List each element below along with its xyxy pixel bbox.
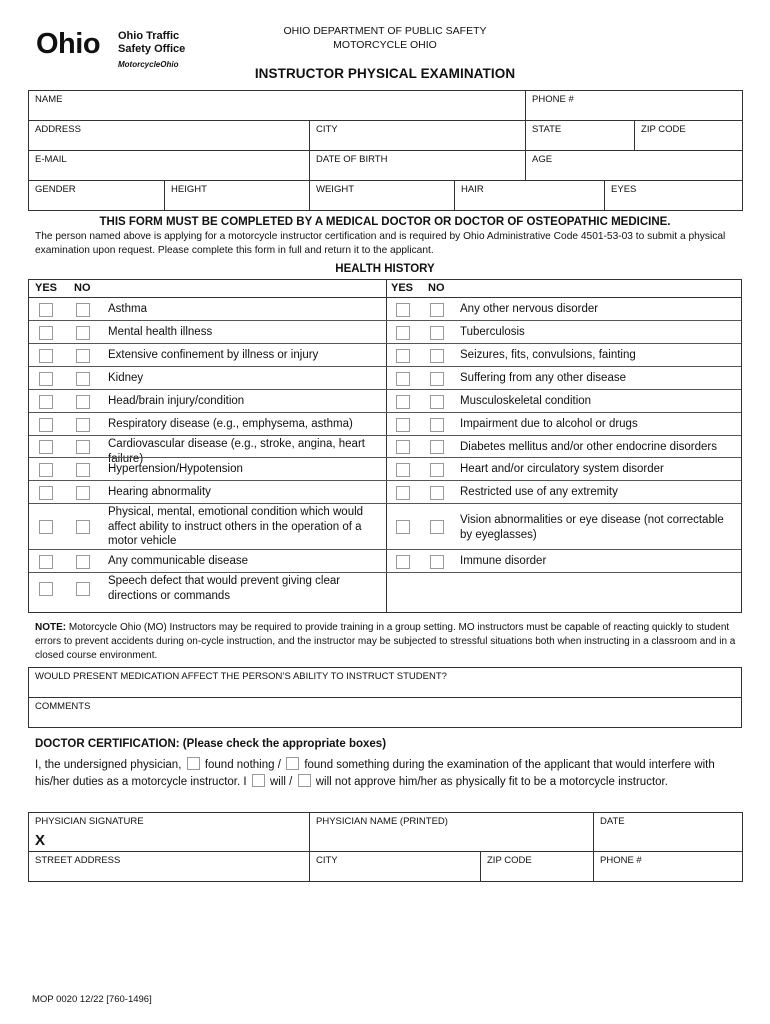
- signature-x-mark: X: [35, 832, 46, 849]
- zip-field[interactable]: ZIP CODE: [635, 121, 743, 151]
- health-row: [29, 436, 741, 465]
- yes-checkbox[interactable]: [396, 326, 410, 340]
- condition-label: Vision abnormalities or eye disease (not correctable by eyeglasses): [460, 514, 724, 541]
- form-number: MOP 0020 12/22 [760-1496]: [32, 994, 152, 1005]
- condition-label: Diabetes mellitus and/or other endocrine disorders: [460, 441, 717, 453]
- yes-checkbox[interactable]: [396, 555, 410, 569]
- condition-label: Kidney: [108, 372, 144, 384]
- medication-table: [28, 667, 742, 728]
- condition-label: Immune disorder: [460, 555, 547, 567]
- health-row: [29, 344, 741, 367]
- physician-name-field[interactable]: PHYSICIAN NAME (PRINTED): [310, 813, 594, 852]
- no-checkbox[interactable]: [430, 520, 444, 534]
- comments-field[interactable]: COMMENTS: [29, 698, 742, 728]
- no-checkbox[interactable]: [76, 582, 90, 596]
- no-checkbox[interactable]: [76, 349, 90, 363]
- condition-label: Asthma: [108, 303, 147, 315]
- yes-checkbox[interactable]: [39, 520, 53, 534]
- yes-checkbox[interactable]: [39, 555, 53, 569]
- no-checkbox[interactable]: [430, 555, 444, 569]
- note-text: Motorcycle Ohio (MO) Instructors may be required to provide training in a group setting. MO instructors must be capable of reacting quickly to student errors to prevent accidents during on-cycle instruction, and the instructor may be subjected to stressful situations both when instructing in a classroom and in a closed course environment.: [35, 622, 736, 661]
- street-address-field[interactable]: STREET ADDRESS: [29, 852, 310, 882]
- physician-city-field[interactable]: CITY: [310, 852, 481, 882]
- cert-text-1: I, the undersigned physician,: [35, 759, 182, 771]
- doctor-certification-text: [35, 757, 735, 791]
- yes-checkbox[interactable]: [396, 520, 410, 534]
- yes-checkbox[interactable]: [396, 303, 410, 317]
- dept-line-1: OHIO DEPARTMENT OF PUBLIC SAFETY: [283, 25, 487, 37]
- yes-checkbox[interactable]: [39, 349, 53, 363]
- yes-checkbox[interactable]: [39, 418, 53, 432]
- will-not-approve-checkbox[interactable]: [298, 774, 311, 787]
- condition-label: Seizures, fits, convulsions, fainting: [460, 349, 636, 361]
- hair-field[interactable]: HAIR: [455, 181, 605, 211]
- yes-checkbox[interactable]: [396, 349, 410, 363]
- condition-label: Hearing abnormality: [108, 486, 211, 498]
- condition-label: Cardiovascular disease (e.g., stroke, angina, heart failure): [108, 438, 365, 465]
- no-checkbox[interactable]: [76, 326, 90, 340]
- yes-checkbox[interactable]: [39, 372, 53, 386]
- condition-label: Musculoskeletal condition: [460, 395, 592, 407]
- will-approve-checkbox[interactable]: [252, 774, 265, 787]
- applicant-info-table: [28, 90, 743, 211]
- cert-text-5: will not approve him/her as physically fit to be a motorcycle instructor.: [315, 776, 668, 788]
- physician-phone-field[interactable]: PHONE #: [594, 852, 743, 882]
- condition-label: Respiratory disease (e.g., emphysema, asthma): [108, 418, 353, 430]
- no-checkbox[interactable]: [430, 440, 444, 454]
- no-checkbox[interactable]: [430, 486, 444, 500]
- condition-label: Restricted use of any extremity: [460, 486, 618, 498]
- yes-checkbox[interactable]: [396, 418, 410, 432]
- medication-question-field[interactable]: WOULD PRESENT MEDICATION AFFECT THE PERSON’S ABILITY TO INSTRUCT STUDENT?: [29, 668, 742, 698]
- form-title: INSTRUCTOR PHYSICAL EXAMINATION: [254, 66, 516, 81]
- dept-line-2: MOTORCYCLE OHIO: [333, 39, 437, 51]
- no-checkbox[interactable]: [430, 349, 444, 363]
- logo-ohio-wordmark: Ohio: [36, 28, 101, 60]
- no-header-right: NO: [428, 282, 445, 294]
- condition-label: Speech defect that would prevent giving clear directions or commands: [108, 575, 341, 602]
- condition-label: Suffering from any other disease: [460, 372, 626, 384]
- doctor-certification-title: DOCTOR CERTIFICATION: (Please check the appropriate boxes): [35, 738, 387, 750]
- physician-zip-field[interactable]: ZIP CODE: [481, 852, 594, 882]
- health-row: [29, 413, 741, 436]
- height-field[interactable]: HEIGHT: [165, 181, 310, 211]
- yes-checkbox[interactable]: [39, 326, 53, 340]
- no-checkbox[interactable]: [430, 395, 444, 409]
- health-history-table: [28, 279, 742, 613]
- condition-label: Any communicable disease: [108, 555, 248, 567]
- medical-doctor-notice: THIS FORM MUST BE COMPLETED BY A MEDICAL DOCTOR OR DOCTOR OF OSTEOPATHIC MEDICINE.: [99, 216, 671, 228]
- health-row: [29, 573, 741, 604]
- condition-label: Impairment due to alcohol or drugs: [460, 418, 638, 430]
- yes-checkbox[interactable]: [39, 395, 53, 409]
- address-field[interactable]: ADDRESS: [29, 121, 310, 151]
- yes-checkbox[interactable]: [396, 486, 410, 500]
- physician-table: [28, 812, 743, 882]
- no-checkbox[interactable]: [76, 555, 90, 569]
- logo-motorcycle-ohio: MotorcycleOhio: [118, 60, 179, 69]
- health-row: [29, 504, 741, 550]
- health-row: [29, 298, 741, 321]
- no-checkbox[interactable]: [76, 440, 90, 454]
- date-field[interactable]: DATE: [594, 813, 743, 852]
- no-checkbox[interactable]: [430, 372, 444, 386]
- condition-label: Physical, mental, emotional condition which would affect ability to instruct others in the operation of a motor vehicle: [108, 506, 364, 547]
- cert-text-4: will /: [269, 776, 293, 788]
- yes-checkbox[interactable]: [396, 372, 410, 386]
- yes-checkbox[interactable]: [39, 303, 53, 317]
- health-row: [29, 367, 741, 390]
- yes-checkbox[interactable]: [396, 440, 410, 454]
- state-field[interactable]: STATE: [526, 121, 635, 151]
- condition-label: Head/brain injury/condition: [108, 395, 245, 407]
- health-history-title: HEALTH HISTORY: [335, 263, 435, 275]
- health-row: [29, 481, 741, 504]
- yes-checkbox[interactable]: [396, 395, 410, 409]
- no-checkbox[interactable]: [430, 463, 444, 477]
- note-label: NOTE:: [35, 622, 67, 633]
- cert-text-2: found nothing /: [204, 759, 281, 771]
- no-checkbox[interactable]: [76, 372, 90, 386]
- age-field[interactable]: AGE: [526, 151, 743, 181]
- no-header-left: NO: [74, 282, 91, 294]
- weight-field[interactable]: WEIGHT: [310, 181, 455, 211]
- found-something-checkbox[interactable]: [286, 757, 299, 770]
- found-nothing-checkbox[interactable]: [187, 757, 200, 770]
- no-checkbox[interactable]: [430, 303, 444, 317]
- condition-label: Any other nervous disorder: [460, 303, 599, 315]
- yes-header-right: YES: [391, 282, 414, 294]
- condition-label: Hypertension/Hypotension: [108, 463, 243, 475]
- health-row: [29, 458, 741, 481]
- cert-text-3: found something during the examination of the applicant that would interfere with his/her duties as a motorcycle instructor. I: [35, 759, 715, 788]
- gender-field[interactable]: GENDER: [29, 181, 165, 211]
- no-checkbox[interactable]: [430, 326, 444, 340]
- instructor-note: [35, 621, 741, 663]
- yes-checkbox[interactable]: [396, 463, 410, 477]
- department-header: [0, 24, 770, 52]
- email-field[interactable]: E-MAIL: [29, 151, 310, 181]
- yes-checkbox[interactable]: [39, 486, 53, 500]
- no-checkbox[interactable]: [76, 303, 90, 317]
- no-checkbox[interactable]: [76, 486, 90, 500]
- condition-label: Tuberculosis: [460, 326, 525, 338]
- phone-field[interactable]: PHONE #: [526, 91, 743, 121]
- no-checkbox[interactable]: [76, 418, 90, 432]
- yes-checkbox[interactable]: [39, 463, 53, 477]
- logo-office-name: Ohio Traffic Safety Office: [118, 30, 186, 55]
- health-row: [29, 390, 741, 413]
- no-checkbox[interactable]: [76, 463, 90, 477]
- yes-checkbox[interactable]: [39, 440, 53, 454]
- physician-signature-field[interactable]: [29, 813, 310, 852]
- no-checkbox[interactable]: [430, 418, 444, 432]
- yes-header-left: YES: [35, 282, 58, 294]
- dob-field[interactable]: DATE OF BIRTH: [310, 151, 526, 181]
- condition-label: Extensive confinement by illness or injury: [108, 349, 319, 361]
- health-row: [29, 321, 741, 344]
- physician-signature-label: PHYSICIAN SIGNATURE: [35, 816, 144, 827]
- no-checkbox[interactable]: [76, 395, 90, 409]
- yes-checkbox[interactable]: [39, 582, 53, 596]
- no-checkbox[interactable]: [76, 520, 90, 534]
- condition-label: Heart and/or circulatory system disorder: [460, 463, 664, 475]
- intro-text: The person named above is applying for a motorcycle instructor certification and is required by Ohio Administrative Code 4501-53-03 to submit a physical examination upon request. Please complete this form in full and return it to the applicant.: [35, 231, 726, 256]
- health-row: [29, 550, 741, 573]
- eyes-field[interactable]: EYES: [605, 181, 743, 211]
- city-field[interactable]: CITY: [310, 121, 526, 151]
- name-field[interactable]: NAME: [29, 91, 526, 121]
- condition-label: Mental health illness: [108, 326, 213, 338]
